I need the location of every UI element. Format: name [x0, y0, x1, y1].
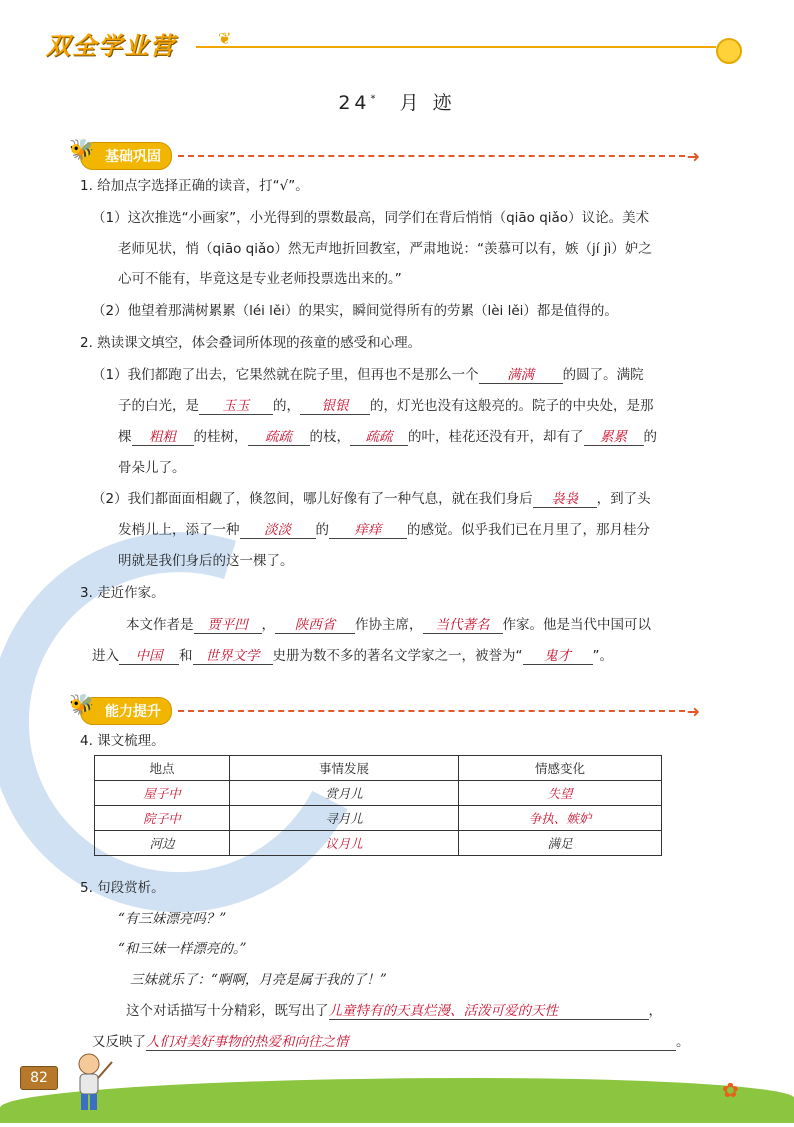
table-header-row	[95, 756, 662, 781]
table-row	[95, 806, 662, 831]
q2-p1-line4: 骨朵儿了。	[118, 460, 186, 476]
answer-blank: 儿童特有的天真烂漫、活泼可爱的天性	[329, 1003, 649, 1020]
table-cell: 屋子中	[95, 781, 230, 806]
section-label: 能力提升	[105, 704, 161, 720]
arrow-icon: ➜	[686, 146, 700, 166]
section-label: 基础巩固	[105, 149, 161, 165]
q2-p2-line3: 明就是我们身后的这一棵了。	[118, 553, 294, 569]
table-cell: 寻月儿	[230, 806, 459, 831]
section-header-ability	[69, 692, 700, 724]
dialogue-line: “有三妹漂亮吗？”	[118, 911, 227, 927]
q5-stem: 5. 句段赏析。	[80, 880, 165, 896]
q5-line1: 这个对话描写十分精彩，既写出了儿童特有的天真烂漫、活泼可爱的天性 ，	[126, 1003, 662, 1019]
answer-blank: 淡淡	[240, 522, 316, 539]
dashed-rule	[178, 710, 685, 712]
section-badge	[69, 137, 172, 170]
page-number: 82	[20, 1066, 58, 1090]
page-title	[0, 88, 794, 115]
q2-p2-line1: （2）我们都面面相觑了，倏忽间，哪儿好像有了一种气息，就在我们身后 袅袅 ，到了头	[92, 491, 651, 507]
lesson-title: 月 迹	[399, 92, 456, 114]
section-header-basic	[69, 137, 700, 169]
table-cell: 争执、嫉妒	[459, 806, 662, 831]
table-cell: 失望	[459, 781, 662, 806]
answer-blank: 累累	[584, 429, 644, 446]
q2-p2-line2: 发梢儿上，添了一种 淡淡 的 痒痒 的感觉。似乎我们已在月里了，那月桂分	[118, 522, 650, 538]
table-header: 地点	[95, 756, 230, 781]
answer-blank: 贾平凹	[194, 617, 262, 634]
answer-blank: 银银	[300, 398, 370, 415]
table-row	[95, 831, 662, 856]
q3-stem: 3. 走近作家。	[80, 585, 165, 601]
answer-blank: 鬼才	[523, 648, 593, 665]
dashed-rule	[178, 155, 685, 157]
q2-stem: 2. 熟读课文填空，体会叠词所体现的孩童的感受和心理。	[80, 335, 422, 351]
table-cell: 赏月儿	[230, 781, 459, 806]
child-illustration	[62, 1052, 116, 1112]
sun-icon	[716, 38, 742, 64]
q4-stem: 4. 课文梳理。	[80, 733, 165, 749]
q1-stem: 1. 给加点字选择正确的读音，打“√”。	[80, 178, 309, 194]
answer-blank: 疏疏	[350, 429, 408, 446]
header-rule	[196, 46, 716, 48]
lesson-number: 24	[338, 92, 371, 114]
arrow-icon: ➜	[686, 701, 700, 721]
title-mark: *	[370, 93, 380, 105]
table-cell: 满足	[459, 831, 662, 856]
answer-blank: 当代著名	[423, 617, 503, 634]
flower-icon: ✿	[722, 1078, 739, 1102]
bee-icon: 🐝	[69, 137, 94, 161]
section-badge	[69, 692, 172, 725]
q2-p1-line2: 子的白光，是 玉玉 的， 银银 的，灯光也没有这般亮的。院子的中央处，是那	[118, 398, 654, 414]
answer-blank: 满满	[479, 367, 563, 384]
brand-logo: 双全学业营	[46, 32, 176, 60]
grass-decoration	[0, 1078, 794, 1123]
table-row	[95, 781, 662, 806]
answer-blank: 中国	[119, 648, 179, 665]
answer-blank: 玉玉	[199, 398, 273, 415]
answer-blank: 世界文学	[193, 648, 273, 665]
q3-line1: 本文作者是 贾平凹 ， 陕西省 作协主席， 当代著名 作家。他是当代中国可以	[126, 617, 651, 633]
answer-blank: 陕西省	[275, 617, 355, 634]
butterfly-icon: ❦	[218, 29, 232, 48]
table-header: 事情发展	[230, 756, 459, 781]
q2-p1-line1: （1）我们都跑了出去，它果然就在院子里，但再也不是那么一个 满满 的圆了。满院	[92, 367, 644, 383]
table-cell: 议月儿	[230, 831, 459, 856]
q1-p2: （2）他望着那满树累累（léi lěi）的果实，瞬间觉得所有的劳累（lèi lěi）都是值得的。	[92, 303, 618, 319]
answer-blank: 粗粗	[132, 429, 194, 446]
table-header: 情感变化	[459, 756, 662, 781]
answer-blank: 袅袅	[533, 491, 597, 508]
table-cell: 院子中	[95, 806, 230, 831]
q2-p1-line3: 棵 粗粗 的桂树， 疏疏 的枝， 疏疏 的叶，桂花还没有开，却有了 累累 的	[118, 429, 657, 445]
answer-blank: 疏疏	[248, 429, 310, 446]
q3-line2: 进入 中国 和 世界文学 史册为数不多的著名文学家之一，被誉为“ 鬼才 ”。	[92, 648, 613, 664]
q1-p1-line3: 心可不能有，毕竟这是专业老师投票选出来的。”	[118, 271, 402, 287]
bee-icon: 🐝	[69, 692, 94, 716]
table-cell: 河边	[95, 831, 230, 856]
answer-blank: 人们对美好事物的热爱和向往之情	[146, 1034, 676, 1051]
q1-p1-line2: 老师见状，悄（qiāo qiǎo）然无声地折回教室，严肃地说：“羡慕可以有，嫉（jí jì）妒之	[118, 241, 652, 257]
q5-line2: 又反映了人们对美好事物的热爱和向往之情 。	[92, 1034, 690, 1050]
dialogue-line: “和三妹一样漂亮的。”	[118, 941, 247, 957]
dialogue-line: 三妹就乐了：“啊啊，月亮是属于我的了！”	[130, 972, 387, 988]
summary-table	[94, 755, 662, 856]
answer-blank: 痒痒	[329, 522, 407, 539]
q1-p1-line1: （1）这次推选“小画家”，小光得到的票数最高，同学们在背后悄悄（qiāo qiǎo）议论。美术	[92, 210, 650, 226]
